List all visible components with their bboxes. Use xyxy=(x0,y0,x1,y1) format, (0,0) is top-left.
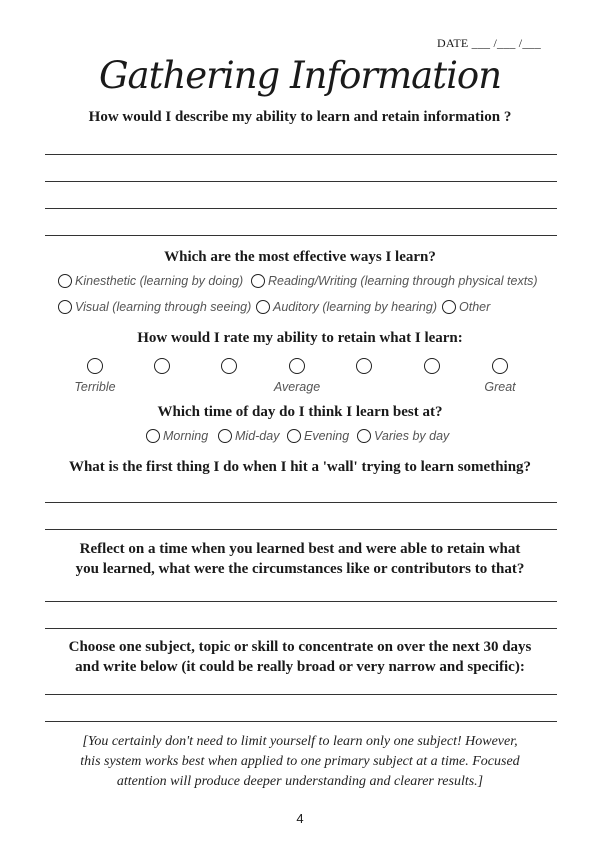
instruction-note xyxy=(0,732,600,792)
question-choose-line: and write below (it could be really broad or very narrow and specific): xyxy=(75,659,525,675)
question-learning-ways: Which are the most effective ways I learn? xyxy=(164,249,436,265)
answer-line[interactable] xyxy=(45,235,557,236)
rating-radio-1[interactable] xyxy=(87,358,103,374)
page-title: Gathering Information xyxy=(98,54,502,97)
rating-radio-2[interactable] xyxy=(154,358,170,374)
question-hit-wall: What is the first thing I do when I hit a 'wall' trying to learn something? xyxy=(68,459,532,475)
note-line: [You certainly don't need to limit yourself to learn only one subject! However, xyxy=(82,734,518,749)
option-kinesthetic[interactable]: Kinesthetic (learning by doing) xyxy=(58,274,243,288)
option-morning[interactable]: Morning xyxy=(146,429,208,443)
page-number: 4 xyxy=(296,811,304,826)
note-line: this system works best when applied to one primary subject at a time. Focused xyxy=(80,754,520,769)
question-choose-subject xyxy=(0,637,600,677)
radio-circle-icon xyxy=(442,300,456,314)
radio-circle-icon xyxy=(357,429,371,443)
option-other[interactable]: Other xyxy=(442,300,490,314)
question-reflect-line: Reflect on a time when you learned best and were able to retain what xyxy=(79,541,521,557)
radio-circle-icon xyxy=(218,429,232,443)
rating-radio-5[interactable] xyxy=(356,358,372,374)
rating-radio-6[interactable] xyxy=(424,358,440,374)
radio-circle-icon xyxy=(256,300,270,314)
option-mid-day[interactable]: Mid-day xyxy=(218,429,279,443)
scale-label-terrible: Terrible xyxy=(74,380,116,394)
radio-circle-icon xyxy=(251,274,265,288)
radio-circle-icon xyxy=(287,429,301,443)
answer-line[interactable] xyxy=(45,694,557,695)
answer-line[interactable] xyxy=(45,208,557,209)
answer-line[interactable] xyxy=(45,628,557,629)
question-choose-line: Choose one subject, topic or skill to concentrate on over the next 30 days xyxy=(68,639,532,655)
option-varies-by-day[interactable]: Varies by day xyxy=(357,429,449,443)
answer-line[interactable] xyxy=(45,529,557,530)
question-reflect xyxy=(0,539,600,579)
answer-line[interactable] xyxy=(45,181,557,182)
radio-circle-icon xyxy=(58,274,72,288)
option-reading-writing[interactable]: Reading/Writing (learning through physical texts) xyxy=(251,274,538,288)
radio-circle-icon xyxy=(58,300,72,314)
option-visual[interactable]: Visual (learning through seeing) xyxy=(58,300,251,314)
answer-line[interactable] xyxy=(45,154,557,155)
option-evening[interactable]: Evening xyxy=(287,429,349,443)
date-field[interactable]: DATE ___ /___ /___ xyxy=(437,36,541,50)
rating-radio-3[interactable] xyxy=(221,358,237,374)
question-learn-ability: How would I describe my ability to learn and retain information ? xyxy=(88,109,512,125)
question-time-of-day: Which time of day do I think I learn best at? xyxy=(157,404,443,420)
rating-radio-4[interactable] xyxy=(289,358,305,374)
rating-radio-7[interactable] xyxy=(492,358,508,374)
note-line: attention will produce deeper understanding and clearer results.] xyxy=(116,774,484,789)
radio-circle-icon xyxy=(146,429,160,443)
scale-label-average: Average xyxy=(273,380,321,394)
answer-line[interactable] xyxy=(45,721,557,722)
question-reflect-line: you learned, what were the circumstances like or contributors to that? xyxy=(75,561,525,577)
answer-line[interactable] xyxy=(45,601,557,602)
option-auditory[interactable]: Auditory (learning by hearing) xyxy=(256,300,437,314)
question-retention-rating: How would I rate my ability to retain what I learn: xyxy=(137,330,463,346)
scale-label-great: Great xyxy=(484,380,516,394)
answer-line[interactable] xyxy=(45,502,557,503)
